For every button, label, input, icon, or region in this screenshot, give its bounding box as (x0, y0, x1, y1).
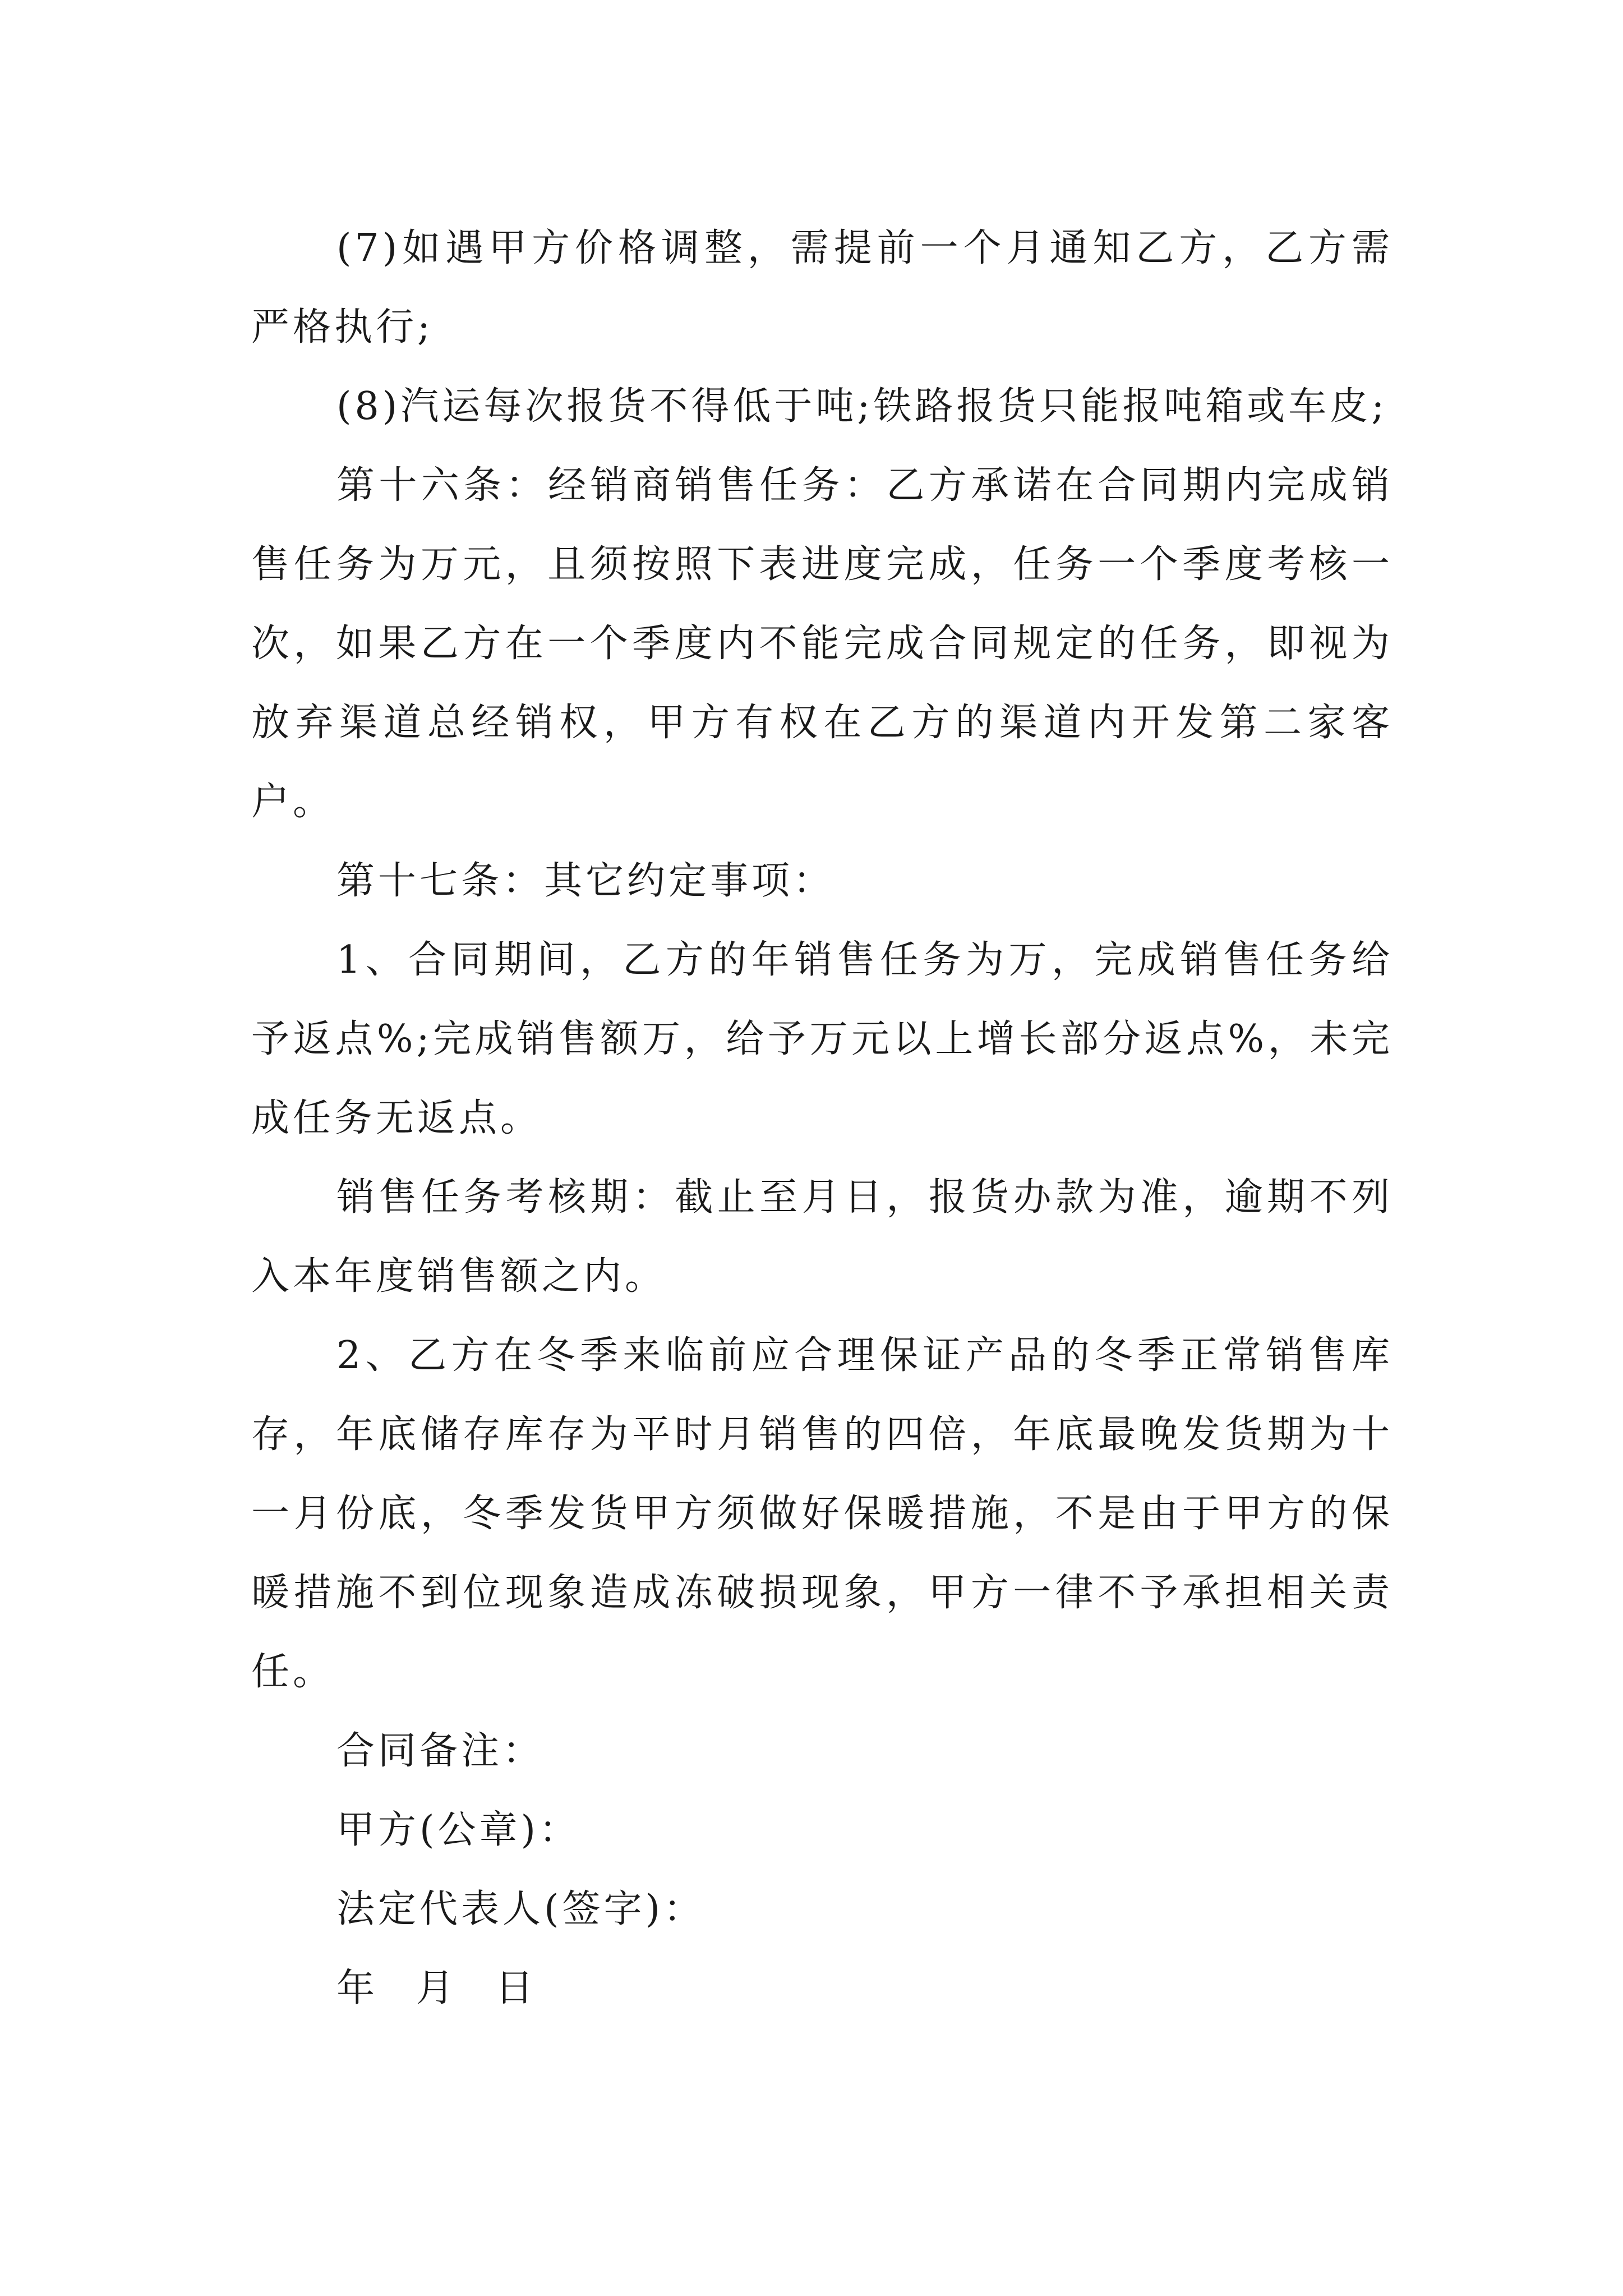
contract-body (251, 209, 1393, 2028)
legal-representative-signature: 法定代表人(签字)： (336, 1887, 706, 1931)
date-month: 月 (416, 1966, 458, 2010)
clause-7-price-adjustment: (7)如遇甲方价格调整，需提前一个月通知乙方，乙方需严格执行; (251, 226, 1393, 349)
item-1-annual-task: 1、合同期间，乙方的年销售任务为万，完成销售任务给予返点%;完成销售额万，给予万元以上增长部分返点%，未完成任务无返点。 (251, 938, 1393, 1140)
date-day: 日 (495, 1966, 537, 2010)
clause-8-shipping: (8)汽运每次报货不得低于吨;铁路报货只能报吨箱或车皮; (336, 384, 1388, 429)
contract-remarks: 合同备注： (336, 1729, 545, 1773)
article-17-heading: 第十七条：其它约定事项： (336, 859, 835, 903)
item-2-winter-stock: 2、乙方在冬季来临前应合理保证产品的冬季正常销售库存，年底储存库存为平时月销售的四倍，年底最晚发货期为十一月份底，冬季发货甲方须做好保暖措施，不是由于甲方的保暖措施不到位现象造成冻破损现象，甲方一律不予承担相关责任。 (251, 1333, 1393, 1694)
party-a-seal: 甲方(公章)： (336, 1808, 581, 1852)
signing-date (251, 1949, 1393, 2028)
assessment-period: 销售任务考核期：截止至月日，报货办款为准，逾期不列入本年度销售额之内。 (251, 1175, 1393, 1299)
article-16-sales-task: 第十六条：经销商销售任务：乙方承诺在合同期内完成销售任务为万元，且须按照下表进度完成，任务一个季度考核一次，如果乙方在一个季度内不能完成合同规定的任务，即视为放弃渠道总经销权，甲方有权在乙方的渠道内开发第二家客户。 (251, 463, 1393, 824)
date-year: 年 (336, 1966, 379, 2010)
